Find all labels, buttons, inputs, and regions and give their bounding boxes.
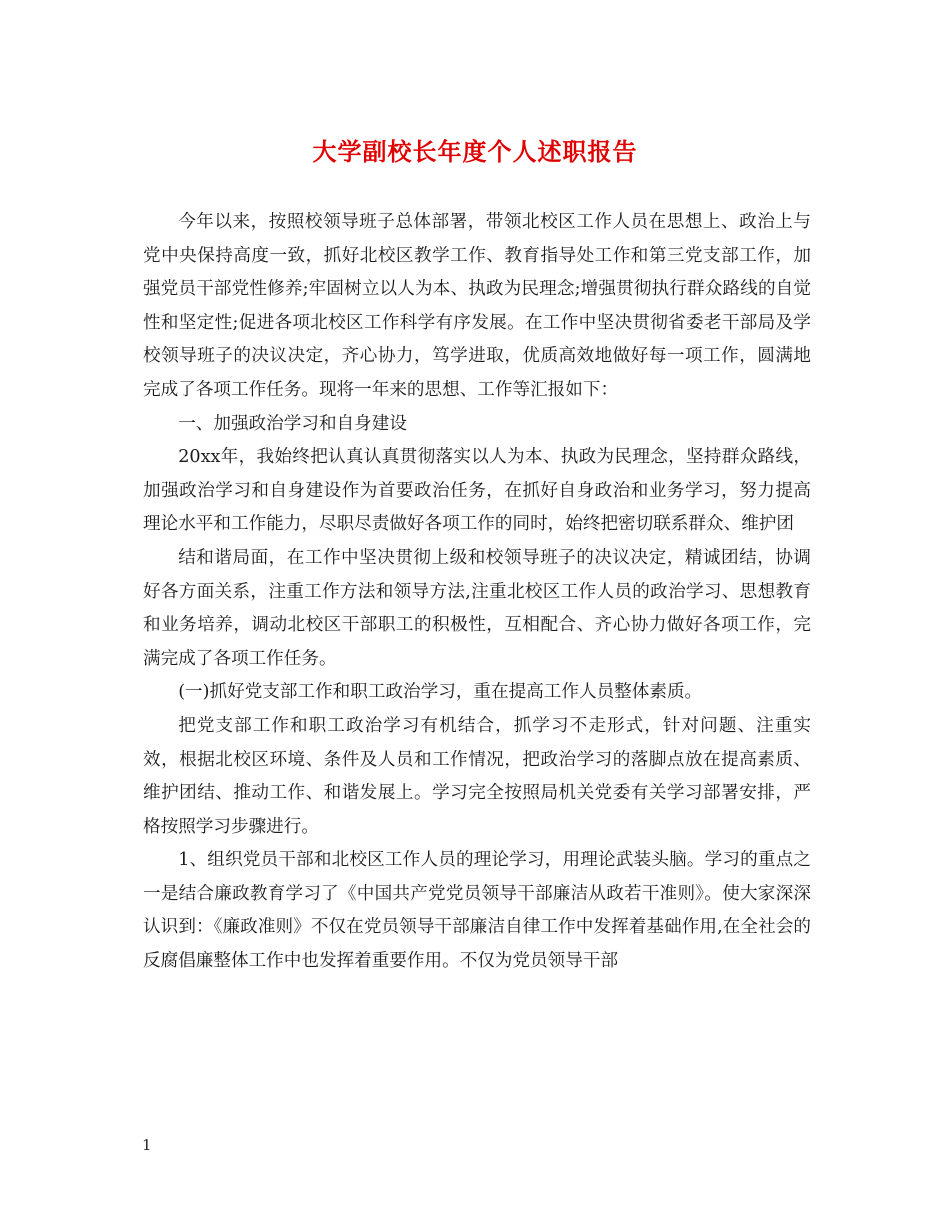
paragraph-intro: 今年以来，按照校领导班子总体部署，带领北校区工作人员在思想上、政治上与党中央保持高度一致，抓好北校区教学工作、教育指导处工作和第三党支部工作，加强党员干部党性修养;牢固树立以人为本、执政为民理念;增强贯彻执行群众路线的自觉性和坚定性;促进各项北校区工作科学有序发展。在工作中坚决贯彻省委老干部局及学校领导班子的决议决定，齐心协力，笃学进取，优质高效地做好每一项工作，圆满地完成了各项工作任务。现将一年来的思想、工作等汇报如下： [143, 212, 811, 400]
paragraph: 1、组织党员干部和北校区工作人员的理论学习，用理论武装头脑。学习的重点之一是结合廉政教育学习了《中国共产党党员领导干部廉洁从政若干准则》。使大家深深认识到：《廉政准则》不仅在党员领导干部廉洁自律工作中发挥着基础作用,在全社会的反腐倡廉整体工作中也发挥着重要作用。不仅为党员领导干部 [143, 850, 811, 972]
document-body [143, 206, 811, 979]
section-heading: 一、加强政治学习和自身建设 [178, 413, 407, 434]
page-number: 1 [142, 1136, 152, 1154]
paragraph: 把党支部工作和职工政治学习有机结合，抓学习不走形式，针对问题、注重实效，根据北校区环境、条件及人员和工作情况，把政治学习的落脚点放在提高素质、维护团结、推动工作、和谐发展上。学习完全按照局机关党委有关学习部署安排，严格按照学习步骤进行。 [143, 715, 811, 837]
paragraph: 20xx年，我始终把认真认真贯彻落实以人为本、执政为民理念，坚持群众路线，加强政治学习和自身建设作为首要政治任务，在抓好自身政治和业务学习，努力提高理论水平和工作能力，尽职尽责做好各项工作的同时，始终把密切联系群众、维护团 [143, 447, 811, 535]
paragraph: 结和谐局面，在工作中坚决贯彻上级和校领导班子的决议决定，精诚团结，协调好各方面关系，注重工作方法和领导方法,注重北校区工作人员的政治学习、思想教育和业务培养，调动北校区干部职工的积极性，互相配合、齐心协力做好各项工作，完满完成了各项工作任务。 [143, 547, 811, 669]
document-title: 大学副校长年度个人述职报告 [312, 138, 638, 166]
subsection-heading: (一)抓好党支部工作和职工政治学习，重在提高工作人员整体素质。 [178, 682, 703, 703]
